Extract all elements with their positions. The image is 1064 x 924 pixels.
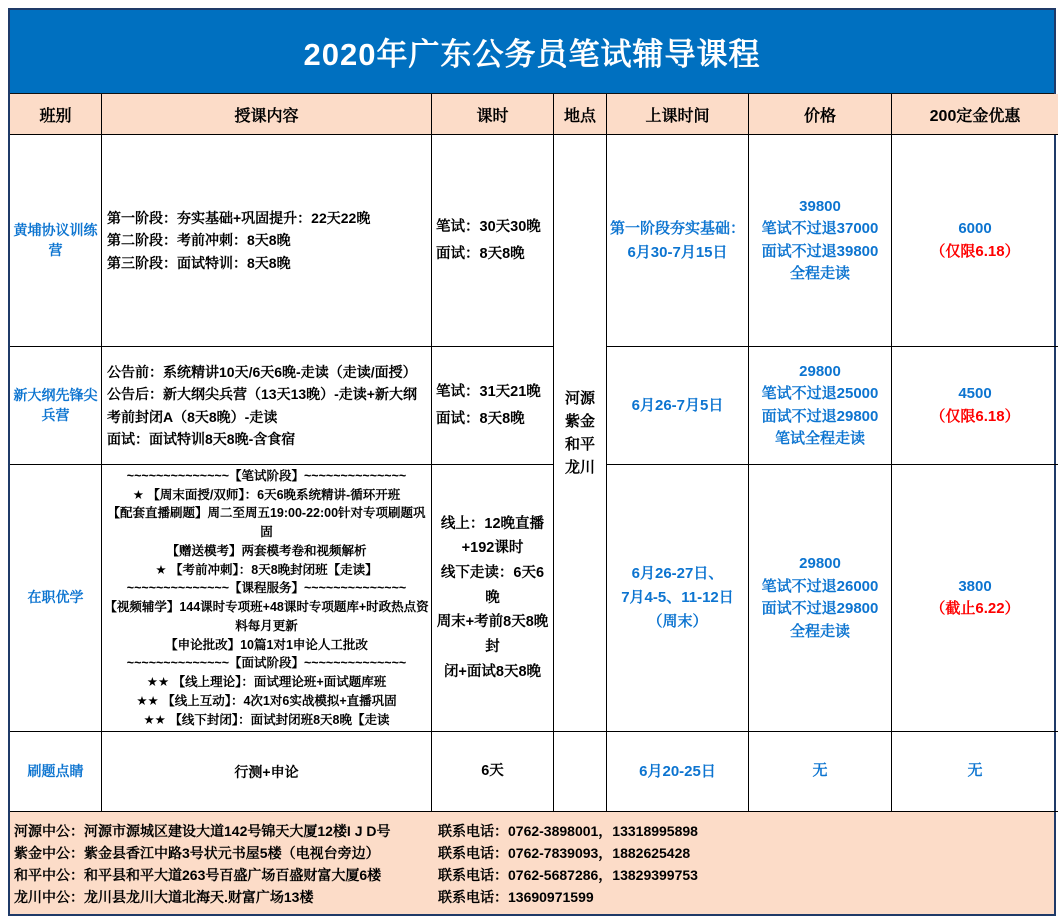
deposit-cell: [892, 135, 1058, 347]
time-line: 7月4-5、11-12日: [621, 589, 734, 606]
price-line: 笔试不过退37000: [761, 220, 879, 237]
column-header-price: 价格: [749, 94, 892, 135]
class-time: [607, 465, 749, 732]
hours-line: 线上：12晚直播: [440, 515, 545, 532]
content-line: ★★ 【线上理论】：面试理论班+面试题库班: [146, 675, 387, 689]
contact-phone: 联系电话：0762-5687286，13829399753: [438, 867, 698, 883]
price-line: 全程走读: [789, 265, 850, 282]
deposit-amount: 6000: [958, 220, 992, 237]
contact-address: 紫金中公：紫金县香江中路3号状元书屋5楼（电视台旁边）: [14, 845, 380, 861]
price-line: 面试不过退39800: [761, 242, 879, 260]
price-cell: [749, 135, 892, 347]
price-line: 面试不过退29800: [761, 600, 879, 617]
location-line: 龙川: [564, 459, 595, 477]
column-header-content: 授课内容: [102, 94, 432, 135]
content-line: ~~~~~~~~~~~~~~【课程服务】~~~~~~~~~~~~~~: [126, 581, 407, 596]
content-line: ★★ 【线上互动】：4次1对6实战模拟+直播巩固: [136, 693, 397, 708]
location-cell-empty: [554, 732, 607, 812]
contact-row: [14, 820, 1054, 842]
contact-address: 河源中公：河源市源城区建设大道142号锦天大厦12楼I J D号: [14, 823, 391, 839]
column-header-time: 上课时间: [607, 94, 749, 135]
deposit-amount: 3800: [958, 577, 992, 595]
deposit-cell: [892, 732, 1058, 812]
content-line: 【配套直播刷题】周二至周五19:00-22:00针对专项刷题巩固: [107, 506, 426, 539]
table-grid: [10, 94, 1054, 812]
price-line: 39800: [799, 197, 841, 215]
contact-phone: 联系电话：13690971599: [438, 889, 594, 905]
course-hours: [432, 732, 554, 812]
content-line: ~~~~~~~~~~~~~~【面试阶段】~~~~~~~~~~~~~~: [126, 656, 407, 671]
content-line: ★ 【考前冲刺】：8天8晚封闭班【走读】: [155, 562, 378, 577]
hours-line: 笔试：30天30晚: [436, 218, 541, 235]
course-hours: [432, 347, 554, 465]
page-title: 2020年广东公务员笔试辅导课程: [10, 10, 1054, 94]
time-line: 第一阶段夯实基础：: [609, 219, 745, 237]
time-line: （周末）: [647, 613, 708, 630]
column-header-location: 地点: [554, 94, 607, 135]
deposit-amount: 无: [967, 762, 983, 780]
content-line: 【赠送模考】两套模考卷和视频解析: [166, 543, 367, 558]
contact-footer: [10, 812, 1054, 914]
price-cell: [749, 732, 892, 812]
content-line: ★★ 【线下封闭】：面试封闭班8天8晚【走读: [143, 712, 390, 727]
hours-line: 面试：8天8晚: [436, 245, 525, 262]
course-content: [102, 135, 432, 347]
course-hours: [432, 135, 554, 347]
location-line: 和平: [564, 436, 595, 453]
course-content: [102, 732, 432, 812]
contact-row: [14, 842, 1054, 864]
deposit-cell: [892, 465, 1058, 732]
content-line: 第二阶段：考前冲刺：8天8晚: [107, 232, 291, 249]
deposit-note: （仅限6.18）: [930, 407, 1020, 425]
time-line: 6月26-27日、: [631, 565, 724, 582]
content-line: 行测+申论: [234, 763, 299, 780]
class-time: [607, 135, 749, 347]
class-time: [607, 732, 749, 812]
hours-line: 闭+面试8天8晚: [443, 663, 542, 680]
contact-phone: 联系电话：0762-7839093，1882625428: [438, 845, 691, 861]
contact-row: [14, 864, 1054, 886]
price-cell: [749, 347, 892, 465]
content-line: 公告后：新大纲尖兵营（13天13晚）-走读+新大纲考前封闭A（8天8晚）-走读: [107, 386, 417, 425]
content-line: 【视频辅学】144课时专项班+48课时专项题库+时政热点资料每月更新: [104, 600, 429, 633]
content-line: ~~~~~~~~~~~~~~【笔试阶段】~~~~~~~~~~~~~~: [126, 468, 407, 483]
content-line: 公告前：系统精讲10天/6天6晚-走读（走读/面授）: [107, 363, 417, 380]
price-line: 29800: [799, 362, 841, 380]
price-line: 无: [812, 762, 828, 780]
course-hours: [432, 465, 554, 732]
class-time: [607, 347, 749, 465]
content-line: 第三阶段：面试特训：8天8晚: [107, 254, 291, 271]
hours-line: 周末+考前8天8晚封: [436, 614, 549, 655]
price-cell: [749, 465, 892, 732]
class-name: 在职优学: [10, 465, 102, 732]
location-cell: [554, 135, 607, 732]
time-line: 6月30-7月15日: [627, 243, 728, 261]
class-name: 新大纲先锋尖兵营: [10, 347, 102, 465]
location-line: 河源: [564, 389, 595, 407]
price-line: 面试不过退29800: [761, 407, 879, 425]
deposit-note: （仅限6.18）: [930, 242, 1020, 260]
hours-line: 笔试：31天21晚: [436, 383, 541, 400]
deposit-cell: [892, 347, 1058, 465]
content-line: ★ 【周末面授/双师】：6天6晚系统精讲-循环开班: [132, 487, 401, 502]
hours-line: 6天: [481, 763, 504, 780]
price-line: 笔试不过退26000: [761, 577, 879, 595]
content-line: 【申论批改】10篇1对1申论人工批改: [165, 637, 368, 652]
price-line: 笔试全程走读: [774, 430, 865, 447]
course-table: [8, 8, 1056, 916]
contact-row: [14, 886, 1054, 908]
hours-line: 线下走读：6天6晚: [440, 565, 545, 606]
content-line: 面试：面试特训8天8晚-含食宿: [107, 430, 296, 447]
deposit-note: （截止6.22）: [930, 600, 1020, 617]
contact-address: 龙川中公：龙川县龙川大道北海天.财富广场13楼: [14, 889, 314, 905]
course-content: [102, 347, 432, 465]
time-line: 6月26-7月5日: [631, 396, 724, 414]
contact-phone: 联系电话：0762-3898001，13318995898: [438, 823, 698, 839]
column-header-deposit: 200定金优惠: [892, 94, 1058, 135]
contact-address: 和平中公：和平县和平大道263号百盛广场百盛财富大厦6楼: [14, 867, 382, 883]
price-line: 全程走读: [789, 622, 850, 640]
hours-line: +192课时: [461, 540, 524, 557]
deposit-amount: 4500: [958, 385, 992, 402]
hours-line: 面试：8天8晚: [436, 410, 525, 427]
price-line: 笔试不过退25000: [761, 385, 879, 402]
price-line: 29800: [799, 555, 841, 572]
column-header-hours: 课时: [432, 94, 554, 135]
content-line: 第一阶段：夯实基础+巩固提升：22天22晚: [107, 209, 371, 226]
class-name: 刷题点睛: [10, 732, 102, 812]
class-name: 黄埔协议训练营: [10, 135, 102, 347]
location-line: 紫金: [564, 412, 595, 430]
column-header-class: 班别: [10, 94, 102, 135]
course-content: [102, 465, 432, 732]
time-line: 6月20-25日: [639, 762, 716, 780]
